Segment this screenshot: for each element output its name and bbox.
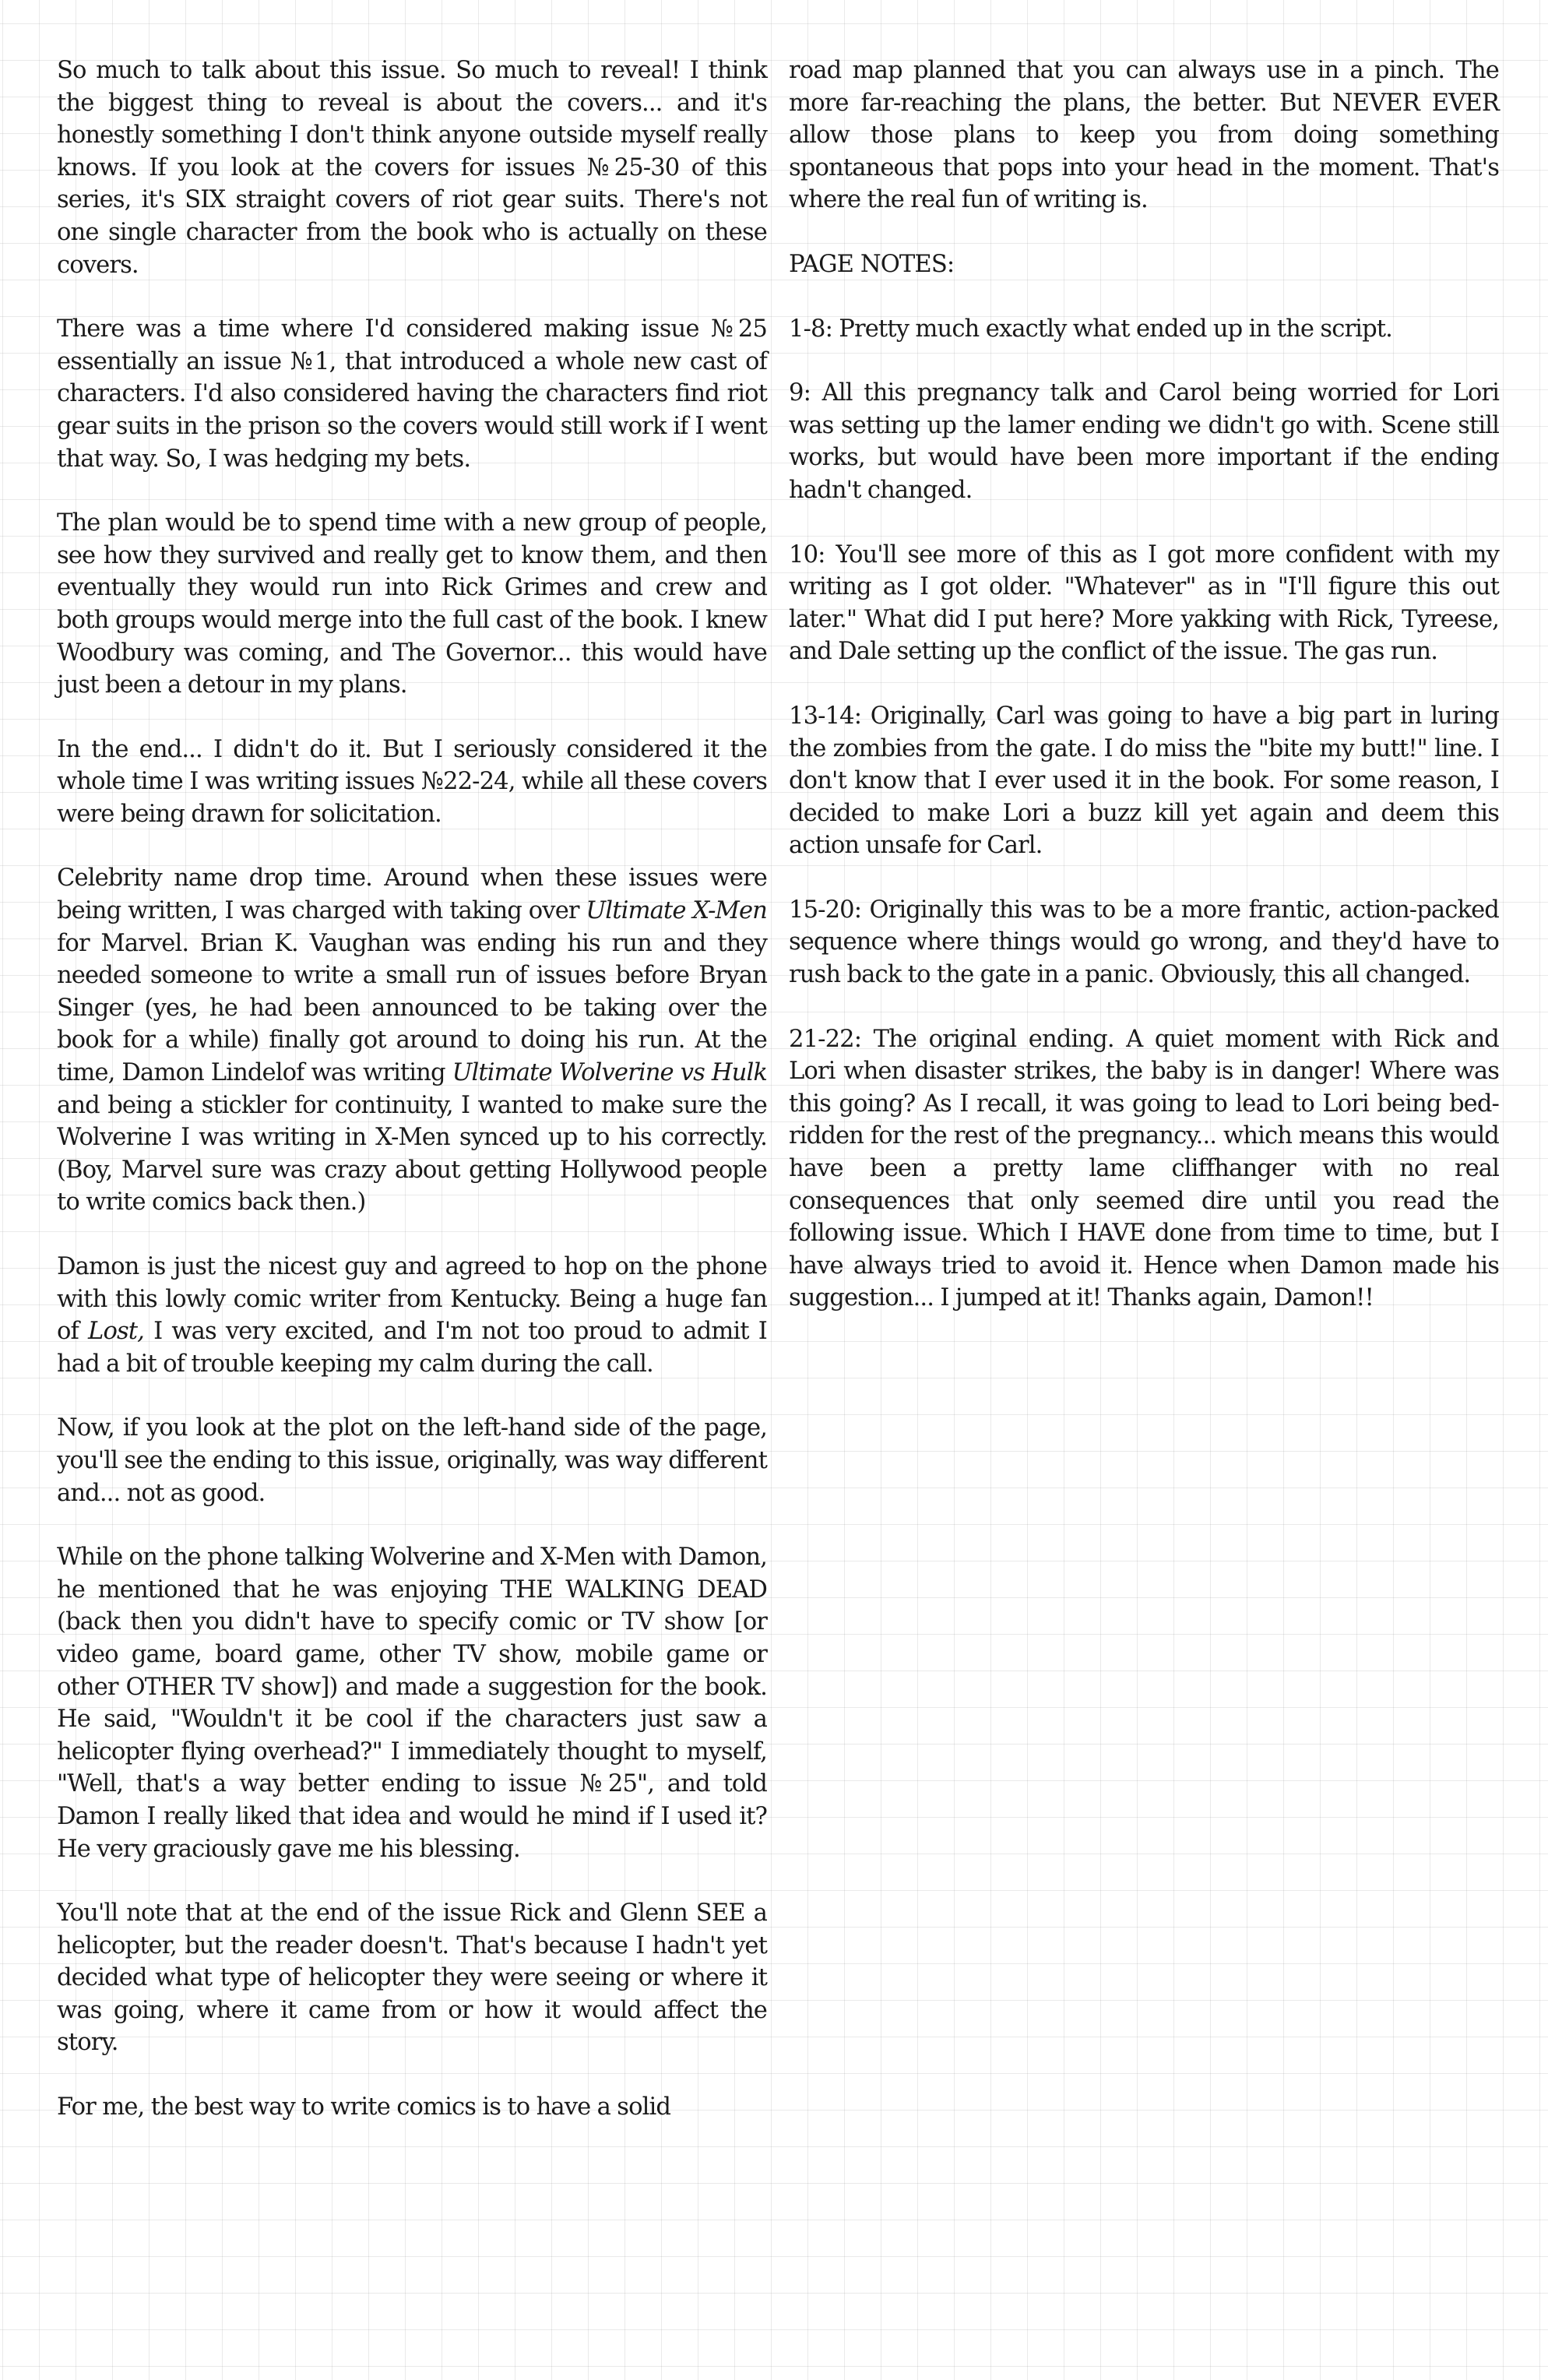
note-pages-13-14: 13-14: Originally, Carl was going to have a big part in luring the zombies from the gate. I do miss the "bite my butt!" line. I don't know that I ever used it in the book. For some reason, I decided to make Lori a buzz kill yet again and deem this action unsafe for Carl. [789,702,1499,860]
title-lost: Lost, [88,1318,145,1346]
paragraph-damon-call [57,1251,767,1380]
paragraph-see-helicopter: You'll note that at the end of the issue Rick and Glenn SEE a helicopter, but the reader doesn't. That's because I hadn't yet decided what type of helicopter they were seeing or where it was going, where it came from or how it would affect the story. [57,1899,767,2057]
note-pages-21-22: 21-22: The original ending. A quiet moment with Rick and Lori when disaster strikes, the baby is in danger! Where was this going? As I recall, it was going to lead to Lori being bed-ridden for the rest of the pregnancy... which means this would have been a pretty lame cliffhanger with no real consequences that only seemed dire until you read the following issue. Which I HAVE done from time to time, but I have always tried to avoid it. Hence when Damon made his suggestion... I jumped at it! Thanks again, Damon!! [789,1025,1499,1312]
left-column [57,55,767,2124]
paragraph-helicopter-suggestion: While on the phone talking Wolverine and X-Men with Damon, he mentioned that he was enjoying THE WALKING DEAD (back then you didn't have to specify comic or TV show [or video game, board game, other TV show, mobile game or other OTHER TV show]) and made a suggestion for the book. He said, "Wouldn't it be cool if the characters just saw a helicopter flying overhead?" I immediately thought to myself, "Well, that's a way better ending to issue №25", and told Damon I really liked that idea and would he mind if I used it? He very graciously gave me his blessing. [57,1544,767,1863]
paragraph-plan: The plan would be to spend time with a new group of people, see how they survived and really get to know them, and then eventually they would run into Rick Grimes and crew and both groups would merge into the full cast of the book. I knew Woodbury was coming, and The Governor... this would have just been a detour in my plans. [57,509,767,699]
paragraph-new-cast-idea: There was a time where I'd considered making issue №25 essentially an issue №1, that introduced a whole new cast of characters. I'd also considered having the characters find riot gear suits in the prison so the covers would still work if I went that way. So, I was hedging my bets. [57,315,767,473]
paragraph-covers-reveal: So much to talk about this issue. So much to reveal! I think the biggest thing to reveal is about the covers... and it's honestly something I don't think anyone outside myself really knows. If you look at the covers for issues №25-30 of this series, it's SIX straight covers of riot gear suits. There's not one single character from the book who is actually on these covers. [57,57,767,279]
text-segment: Damon is just the nicest guy and agreed to hop on the phone with this lowly comic writer from Kentucky. Being a huge fan of [57,1253,767,1346]
title-ultimate-x-men: Ultimate X-Men [586,897,767,925]
note-page-9: 9: All this pregnancy talk and Carol being worried for Lori was setting up the lamer ending we didn't go with. Scene still works, but would have been more important if the ending hadn't changed. [789,379,1499,504]
paragraph-road-map: road map planned that you can always use in a pinch. The more far-reaching the plans, the better. But NEVER EVER allow those plans to keep you from doing something spontaneous that pops into your head in the moment. That's where the real fun of writing is. [789,57,1499,214]
text-segment: Celebrity name drop time. Around when these issues were being written, I was charged with taking over [57,864,767,925]
note-pages-15-20: 15-20: Originally this was to be a more frantic, action-packed sequence where things would go wrong, and they'd have to rush back to the gate in a panic. Obviously, this all changed. [789,896,1499,989]
right-column [789,55,1499,1315]
title-ultimate-wolverine-vs-hulk: Ultimate Wolverine vs Hulk [452,1059,767,1087]
paragraph-best-way: For me, the best way to write comics is to have a solid [57,2093,671,2121]
note-page-10: 10: You'll see more of this as I got more confident with my writing as I got older. "Whatever" as in "I'll figure this out later." What did I put here? More yakking with Rick, Tyreese, and Dale setting up the conflict of the issue. The gas run. [789,540,1499,666]
text-segment: I was very excited, and I'm not too proud to admit I had a bit of trouble keeping my calm during the call. [57,1318,767,1378]
paragraph-in-the-end: In the end... I didn't do it. But I seriously considered it the whole time I was writing issues №22-24, while all these covers were being drawn for solicitation. [57,735,767,828]
page-notes-heading: PAGE NOTES: [789,250,955,278]
text-segment: and being a stickler for continuity, I wanted to make sure the Wolverine I was writing in X-Men synced up to his correctly. (Boy, Marvel sure was crazy about getting Hollywood people to write comics back then.) [57,1091,767,1216]
paragraph-name-drop [57,862,767,1219]
note-pages-1-8: 1-8: Pretty much exactly what ended up in the script. [789,315,1392,343]
text-segment: for Marvel. Brian K. Vaughan was ending his run and they needed someone to write a small run of issues before Bryan Singer (yes, he had been announced to be taking over the book for a while) finally got around to doing his run. At the time, Damon Lindelof was writing [57,929,767,1087]
paragraph-plot-ending: Now, if you look at the plot on the left-hand side of the page, you'll see the ending to this issue, originally, was way different and... not as good. [57,1414,767,1507]
